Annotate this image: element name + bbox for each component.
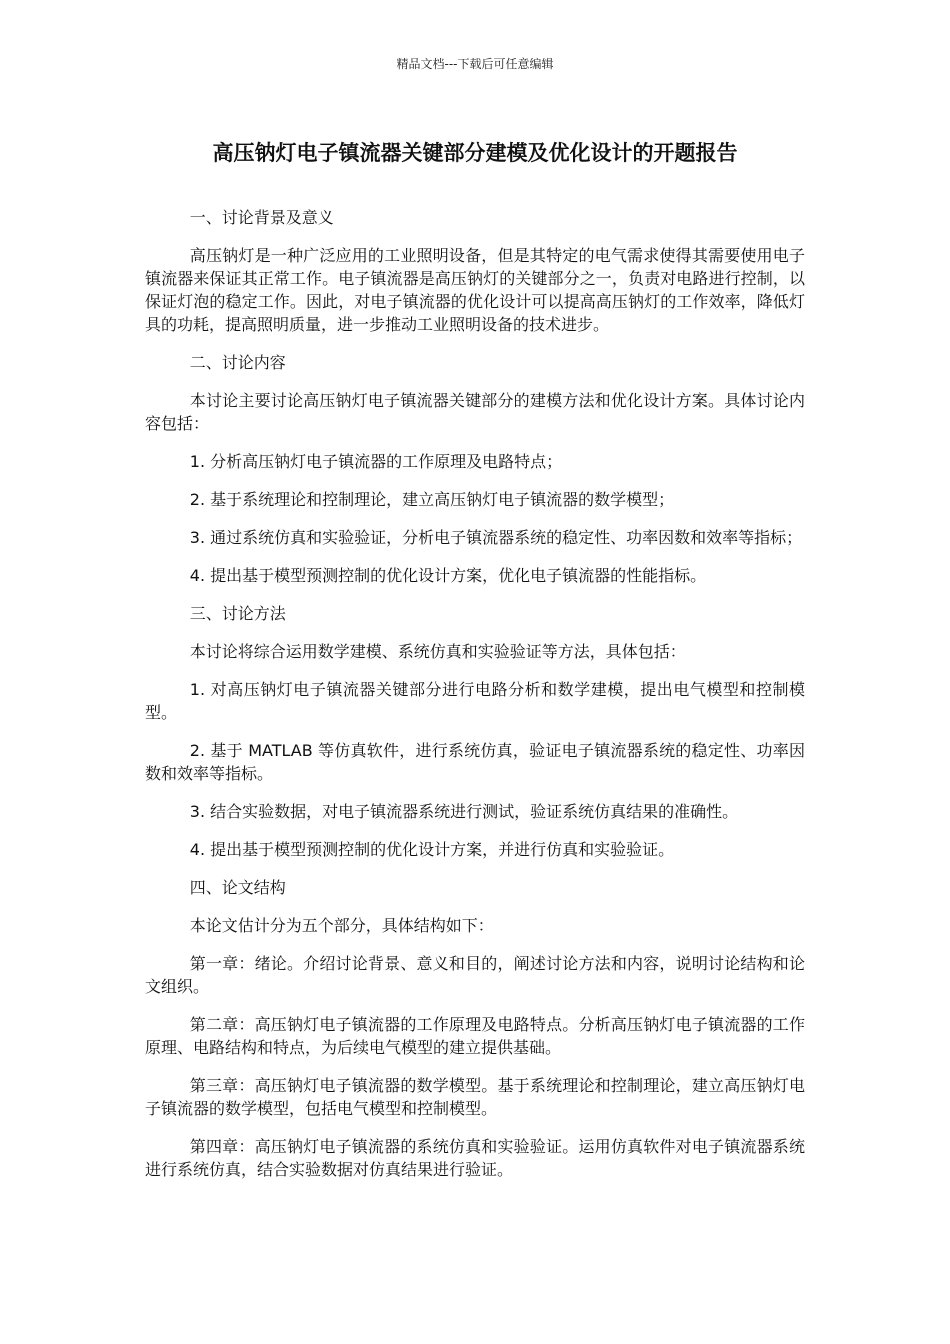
chapter-3: 第三章：高压钠灯电子镇流器的数学模型。基于系统理论和控制理论，建立高压钠灯电子镇流器的数学模型，包括电气模型和控制模型。 — [145, 1076, 805, 1118]
list-item-content-2: 2. 基于系统理论和控制理论，建立高压钠灯电子镇流器的数学模型； — [189, 490, 675, 509]
list-item-method-1: 1. 对高压钠灯电子镇流器关键部分进行电路分析和数学建模，提出电气模型和控制模型。 — [145, 680, 805, 722]
list-item-content-4: 4. 提出基于模型预测控制的优化设计方案，优化电子镇流器的性能指标。 — [189, 566, 707, 585]
section-heading-structure: 四、论文结构 — [189, 878, 286, 897]
page-header: 精品文档---下载后可任意编辑 — [396, 57, 554, 71]
paragraph-content-intro: 本讨论主要讨论高压钠灯电子镇流器关键部分的建模方法和优化设计方案。具体讨论内容包括： — [145, 391, 805, 433]
list-item-method-3: 3. 结合实验数据，对电子镇流器系统进行测试，验证系统仿真结果的准确性。 — [189, 802, 739, 821]
section-heading-method: 三、讨论方法 — [189, 604, 286, 623]
document-title: 高压钠灯电子镇流器关键部分建模及优化设计的开题报告 — [212, 141, 738, 165]
paragraph-method-intro: 本讨论将综合运用数学建模、系统仿真和实验验证等方法，具体包括： — [189, 642, 686, 661]
list-item-content-1: 1. 分析高压钠灯电子镇流器的工作原理及电路特点； — [189, 452, 563, 471]
paragraph-background: 高压钠灯是一种广泛应用的工业照明设备，但是其特定的电气需求使得其需要使用电子镇流器来保证其正常工作。电子镇流器是高压钠灯的关键部分之一，负责对电路进行控制，以保证灯泡的稳定工作。因此，对电子镇流器的优化设计可以提高高压钠灯的工作效率，降低灯具的功耗，提高照明质量，进一步推动工业照明设备的技术进步。 — [145, 246, 805, 334]
list-item-method-2: 2. 基于 MATLAB 等仿真软件，进行系统仿真，验证电子镇流器系统的稳定性、功率因数和效率等指标。 — [145, 741, 805, 783]
chapter-1: 第一章：绪论。介绍讨论背景、意义和目的，阐述讨论方法和内容，说明讨论结构和论文组织。 — [145, 954, 805, 996]
list-item-content-3: 3. 通过系统仿真和实验验证，分析电子镇流器系统的稳定性、功率因数和效率等指标； — [189, 528, 803, 547]
paragraph-structure-intro: 本论文估计分为五个部分，具体结构如下： — [189, 916, 494, 935]
section-heading-content: 二、讨论内容 — [189, 353, 286, 372]
chapter-4: 第四章：高压钠灯电子镇流器的系统仿真和实验验证。运用仿真软件对电子镇流器系统进行系统仿真，结合实验数据对仿真结果进行验证。 — [145, 1137, 805, 1179]
chapter-2: 第二章：高压钠灯电子镇流器的工作原理及电路特点。分析高压钠灯电子镇流器的工作原理、电路结构和特点，为后续电气模型的建立提供基础。 — [145, 1015, 805, 1057]
list-item-method-4: 4. 提出基于模型预测控制的优化设计方案，并进行仿真和实验验证。 — [189, 840, 675, 859]
section-heading-background: 一、讨论背景及意义 — [189, 208, 334, 227]
document-body — [145, 206, 805, 1196]
